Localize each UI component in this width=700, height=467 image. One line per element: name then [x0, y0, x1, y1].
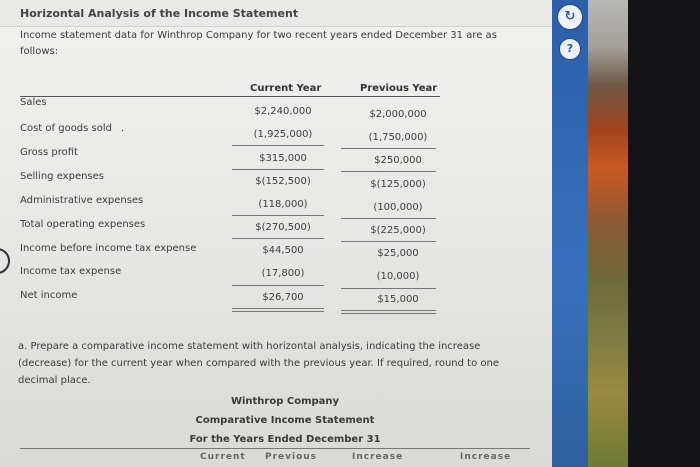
value-net-income-current: $26,700 — [262, 292, 304, 303]
background-photo — [588, 0, 628, 467]
double-underline-net-income-previous — [341, 310, 436, 314]
row-label-selling-expenses: Selling expenses — [20, 171, 105, 182]
value-total-operating-expenses-current: $(270,500) — [255, 222, 311, 233]
row-label-administrative-expenses: Administrative expenses — [20, 195, 144, 206]
statement-column-increase: Increase — [352, 452, 404, 462]
value-income-before-tax-previous: $25,000 — [377, 248, 419, 259]
cogs-dot: . — [121, 123, 125, 134]
underline-cogs-previous — [341, 148, 436, 149]
underline-total-opex-previous — [341, 241, 436, 242]
row-label-income-before-tax: Income before income tax expense — [20, 243, 197, 254]
refresh-icon[interactable]: ↻ — [557, 4, 583, 30]
value-selling-expenses-previous: $(125,000) — [370, 179, 426, 190]
value-administrative-expenses-current: (118,000) — [258, 199, 308, 210]
underline-admin-previous — [341, 218, 436, 219]
underline-income-tax-previous — [341, 288, 436, 289]
column-header-current-year: Current Year — [250, 83, 322, 94]
page-title: Horizontal Analysis of the Income Statement — [20, 7, 299, 20]
statement-column-previous: Previous — [265, 452, 318, 462]
underline-cogs-current — [232, 145, 324, 146]
underline-income-tax-current — [232, 285, 324, 286]
column-header-previous-year: Previous Year — [360, 83, 438, 94]
value-income-before-tax-current: $44,500 — [262, 245, 304, 256]
statement-column-current: Current — [200, 452, 246, 462]
header-rule — [20, 96, 440, 97]
value-selling-expenses-current: $(152,500) — [255, 176, 311, 187]
statement-period: For the Years Ended December 31 — [189, 434, 381, 445]
underline-gross-profit-current — [232, 169, 324, 170]
value-sales-previous: $2,000,000 — [369, 109, 427, 120]
value-income-tax-previous: (10,000) — [376, 271, 420, 282]
statement-title: Comparative Income Statement — [195, 415, 375, 426]
intro-text: Income statement data for Winthrop Company for two recent years ended December 31 are as follows: — [20, 30, 497, 57]
statement-company-name: Winthrop Company — [230, 396, 340, 407]
row-label-cost-of-goods-sold: Cost of goods sold — [20, 123, 113, 134]
row-label-net-income: Net income — [20, 290, 78, 301]
value-income-tax-current: (17,800) — [261, 268, 305, 279]
help-icon[interactable]: ? — [559, 38, 581, 60]
underline-gross-profit-previous — [341, 171, 436, 172]
underline-admin-current — [232, 215, 324, 216]
instructions-text: a. Prepare a comparative income statement with horizontal analysis, indicating the increase (decrease) for the current year when compared with the previous year. If required, round to one decimal place. — [18, 341, 499, 386]
double-underline-net-income-current — [232, 308, 324, 312]
row-label-gross-profit: Gross profit — [20, 147, 78, 158]
value-gross-profit-current: $315,000 — [259, 153, 307, 164]
value-sales-current: $2,240,000 — [254, 106, 312, 117]
value-gross-profit-previous: $250,000 — [374, 155, 422, 166]
row-label-sales: Sales — [20, 97, 47, 108]
statement-rule — [20, 448, 530, 449]
screen-bezel — [628, 0, 700, 467]
statement-column-increase-percent: Increase — [460, 452, 512, 462]
header-bar — [0, 0, 552, 27]
value-cogs-previous: (1,750,000) — [368, 132, 428, 143]
value-net-income-previous: $15,000 — [377, 294, 419, 305]
row-label-income-tax-expense: Income tax expense — [20, 266, 122, 277]
value-administrative-expenses-previous: (100,000) — [373, 202, 423, 213]
value-total-operating-expenses-previous: $(225,000) — [370, 225, 426, 236]
side-toolbar — [552, 0, 588, 467]
value-cogs-current: (1,925,000) — [253, 129, 313, 140]
scroll-edge-circle — [0, 248, 10, 274]
underline-total-opex-current — [232, 238, 324, 239]
row-label-total-operating-expenses: Total operating expenses — [20, 219, 146, 230]
